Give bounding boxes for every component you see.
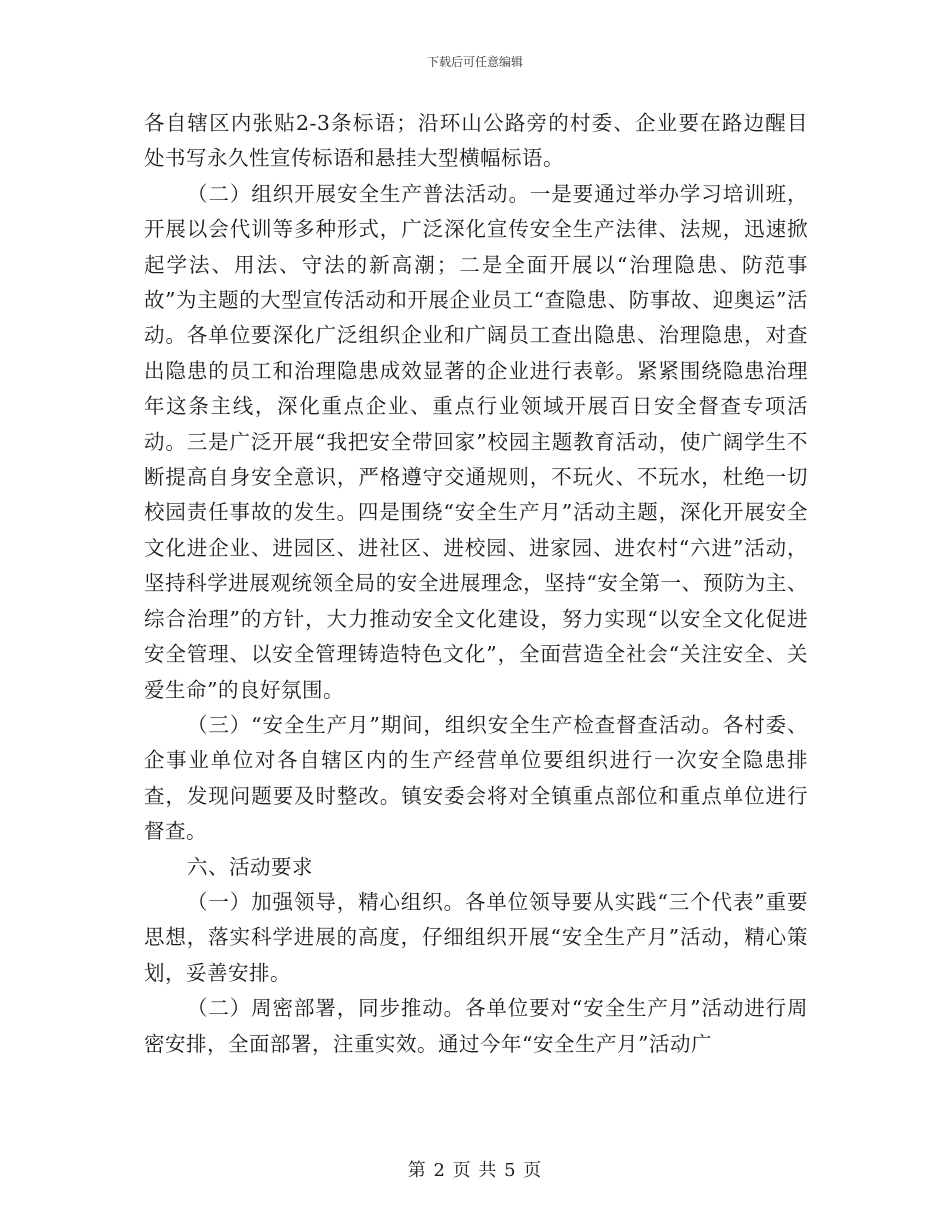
paragraph-inspection: （三）“安全生产月”期间，组织安全生产检查督查活动。各村委、企事业单位对各自辖区内的生产经营单位要组织进行一次安全隐患排查，发现问题要及时整改。镇安委会将对全镇重点部位和重点单位进行督查。 [144, 712, 808, 844]
page-number-footer: 第 2 页 共 5 页 [407, 1160, 543, 1181]
paragraph-deployment: （二）周密部署，同步推动。各单位要对“安全生产月”活动进行周密安排，全面部署，注重实效。通过今年“安全生产月”活动广 [144, 996, 808, 1056]
paragraph-leadership: （一）加强领导，精心组织。各单位领导要从实践“三个代表”重要思想，落实科学进展的高度，仔细组织开展“安全生产月”活动，精心策划，妥善安排。 [144, 889, 808, 985]
section-heading-requirements: 六、活动要求 [187, 854, 314, 879]
document-body [144, 106, 808, 1062]
paragraph-slogans: 各自辖区内张贴2-3条标语；沿环山公路旁的村委、企业要在路边醒目处书写永久性宣传标语和悬挂大型横幅标语。 [144, 111, 808, 171]
paragraph-law-campaign: （二）组织开展安全生产普法活动。一是要通过举办学习培训班，开展以会代训等多种形式，广泛深化宣传安全生产法律、法规，迅速掀起学法、用法、守法的新高潮；二是全面开展以“治理隐患、防范事故”为主题的大型宣传活动和开展企业员工“查隐患、防事故、迎奥运”活动。各单位要深化广泛组织企业和广阔员工查出隐患、治理隐患，对查出隐患的员工和治理隐患成效显著的企业进行表彰。紧紧围绕隐患治理年这条主线，深化重点企业、重点行业领域开展百日安全督查专项活动。三是广泛开展“我把安全带回家”校园主题教育活动，使广阔学生不断提高自身安全意识，严格遵守交通规则，不玩火、不玩水，杜绝一切校园责任事故的发生。四是围绕“安全生产月”活动主题，深化开展安全文化进企业、进园区、进社区、进校园、进家园、进农村“六进”活动，坚持科学进展观统领全局的安全进展理念，坚持“安全第一、预防为主、综合治理”的方针，大力推动安全文化建设，努力实现“以安全文化促进安全管理、以安全管理铸造特色文化”，全面营造全社会“关注安全、关爱生命”的良好氛围。 [144, 181, 808, 702]
page-header: 下载后可任意编辑 [426, 55, 523, 69]
